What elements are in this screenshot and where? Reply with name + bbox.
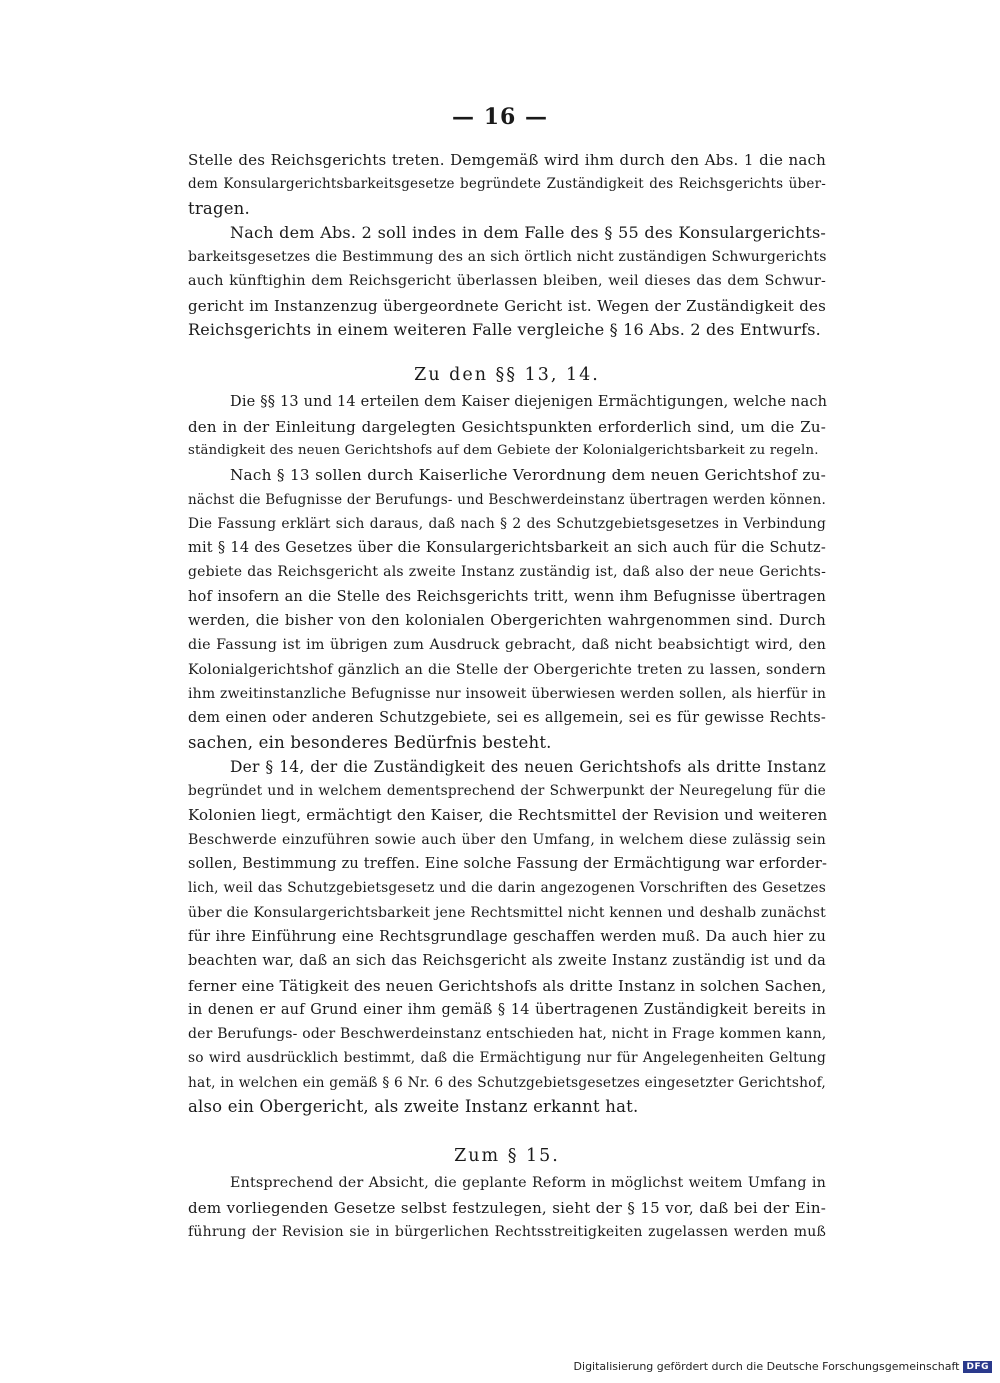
text-line: Beschwerde einzuführen sowie auch über den Umfang, in welchem diese zulässig sein <box>188 831 826 848</box>
text-line: Entsprechend der Absicht, die geplante Reform in möglichst weitem Umfang in <box>230 1175 826 1192</box>
text-line: Die §§ 13 und 14 erteilen dem Kaiser diejenigen Ermächtigungen, welche nach <box>230 394 828 411</box>
text-line: hat, in welchen ein gemäß § 6 Nr. 6 des Schutzgebietsgesetzes eingesetzter Gerichtshof, <box>188 1074 826 1091</box>
text-line: beachten war, daß an sich das Reichsgericht als zweite Instanz zuständig ist und da <box>188 953 826 970</box>
text-line: Kolonien liegt, ermächtigt den Kaiser, die Rechtsmittel der Revision und weiteren <box>188 806 828 825</box>
text-line: Kolonialgerichtshof gänzlich an die Stelle der Obergerichte treten zu lassen, sondern <box>188 661 826 678</box>
text-line: Nach § 13 sollen durch Kaiserliche Verordnung dem neuen Gerichtshof zu- <box>230 466 826 485</box>
text-line: dem einen oder anderen Schutzgebiete, sei es allgemein, sei es für gewisse Rechts- <box>188 710 826 727</box>
text-line: begründet und in welchem dementsprechend der Schwerpunkt der Neuregelung für die <box>188 783 826 800</box>
text-line: Die Fassung erklärt sich daraus, daß nach § 2 des Schutzgebietsgesetzes in Verbindung <box>188 515 826 532</box>
text-line: Nach dem Abs. 2 soll indes in dem Falle des § 55 des Konsulargerichts- <box>230 222 826 242</box>
text-line: den in der Einleitung dargelegten Gesichtspunkten erforderlich sind, um die Zu- <box>188 417 826 436</box>
text-line: Stelle des Reichsgerichts treten. Demgemäß wird ihm durch den Abs. 1 die nach <box>188 151 826 169</box>
text-line: tragen. <box>188 198 250 218</box>
text-line: ständigkeit des neuen Gerichtshofs auf dem Gebiete der Kolonialgerichtsbarkeit zu regeln. <box>188 442 819 458</box>
footer-credit <box>574 1360 992 1373</box>
text-line: der Berufungs- oder Beschwerdeinstanz entschieden hat, nicht in Frage kommen kann, <box>188 1026 827 1043</box>
text-line: Der § 14, der die Zuständigkeit des neuen Gerichtshofs als dritte Instanz <box>230 757 826 776</box>
text-line: Reichsgerichts in einem weiteren Falle vergleiche § 16 Abs. 2 des Entwurfs. <box>188 320 821 340</box>
text-line: sachen, ein besonderes Bedürfnis besteht. <box>188 732 552 752</box>
text-line: über die Konsulargerichtsbarkeit jene Rechtsmittel nicht kennen und deshalb zunächst <box>188 904 826 921</box>
text-line: hof insofern an die Stelle des Reichsgerichts tritt, wenn ihm Befugnisse übertragen <box>188 588 826 605</box>
text-line: lich, weil das Schutzgebietsgesetz und die darin angezogenen Vorschriften des Gesetzes <box>188 880 826 897</box>
text-line: dem vorliegenden Gesetze selbst festzulegen, sieht der § 15 vor, daß bei der Ein- <box>188 1198 826 1217</box>
text-line: für ihre Einführung eine Rechtsgrundlage geschaffen werden muß. Da auch hier zu <box>188 928 826 945</box>
text-line: gericht im Instanzenzug übergeordnete Gericht ist. Wegen der Zuständigkeit des <box>188 296 826 315</box>
text-line: führung der Revision sie in bürgerlichen Rechtsstreitigkeiten zugelassen werden muß <box>188 1223 826 1240</box>
text-line: also ein Obergericht, als zweite Instanz erkannt hat. <box>188 1096 639 1116</box>
text-line: mit § 14 des Gesetzes über die Konsulargerichtsbarkeit an sich auch für die Schutz- <box>188 540 826 557</box>
text-line: nächst die Befugnisse der Berufungs- und Beschwerdeinstanz übertragen werden können. <box>188 491 826 508</box>
text-line: gebiete das Reichsgericht als zweite Instanz zuständig ist, daß also der neue Gerichts- <box>188 564 826 581</box>
text-line: in denen er auf Grund einer ihm gemäß § 14 übertragenen Zuständigkeit bereits in <box>188 1001 826 1018</box>
dfg-logo: DFG <box>963 1361 992 1373</box>
page-number: — 16 — <box>452 104 548 130</box>
text-line: sollen, Bestimmung zu treffen. Eine solche Fassung der Ermächtigung war erforder- <box>188 856 828 873</box>
text-line: ferner eine Tätigkeit des neuen Gerichtshofs als dritte Instanz in solchen Sachen, <box>188 976 827 995</box>
text-line: ihm zweitinstanzliche Befugnisse nur insoweit überwiesen werden sollen, als hierfür in <box>188 685 827 702</box>
document-body <box>188 148 826 1244</box>
text-line: dem Konsulargerichtsbarkeitsgesetze begründete Zuständigkeit des Reichsgerichts über- <box>188 176 826 193</box>
text-line: die Fassung ist im übrigen zum Ausdruck gebracht, daß nicht beabsichtigt wird, den <box>188 637 826 654</box>
text-line: so wird ausdrücklich bestimmt, daß die Ermächtigung nur für Angelegenheiten Geltung <box>188 1050 826 1067</box>
footer-text: Digitalisierung gefördert durch die Deutsche Forschungsgemeinschaft <box>573 1360 960 1373</box>
section-heading: Zum § 15. <box>454 1146 560 1167</box>
text-line: auch künftighin dem Reichsgericht überlassen bleiben, weil dieses das dem Schwur- <box>188 273 826 290</box>
section-heading: Zu den §§ 13, 14. <box>414 365 600 386</box>
text-line: barkeitsgesetzes die Bestimmung des an sich örtlich nicht zuständigen Schwurgerichts <box>188 249 827 266</box>
text-line: werden, die bisher von den kolonialen Obergerichten wahrgenommen sind. Durch <box>188 612 826 630</box>
